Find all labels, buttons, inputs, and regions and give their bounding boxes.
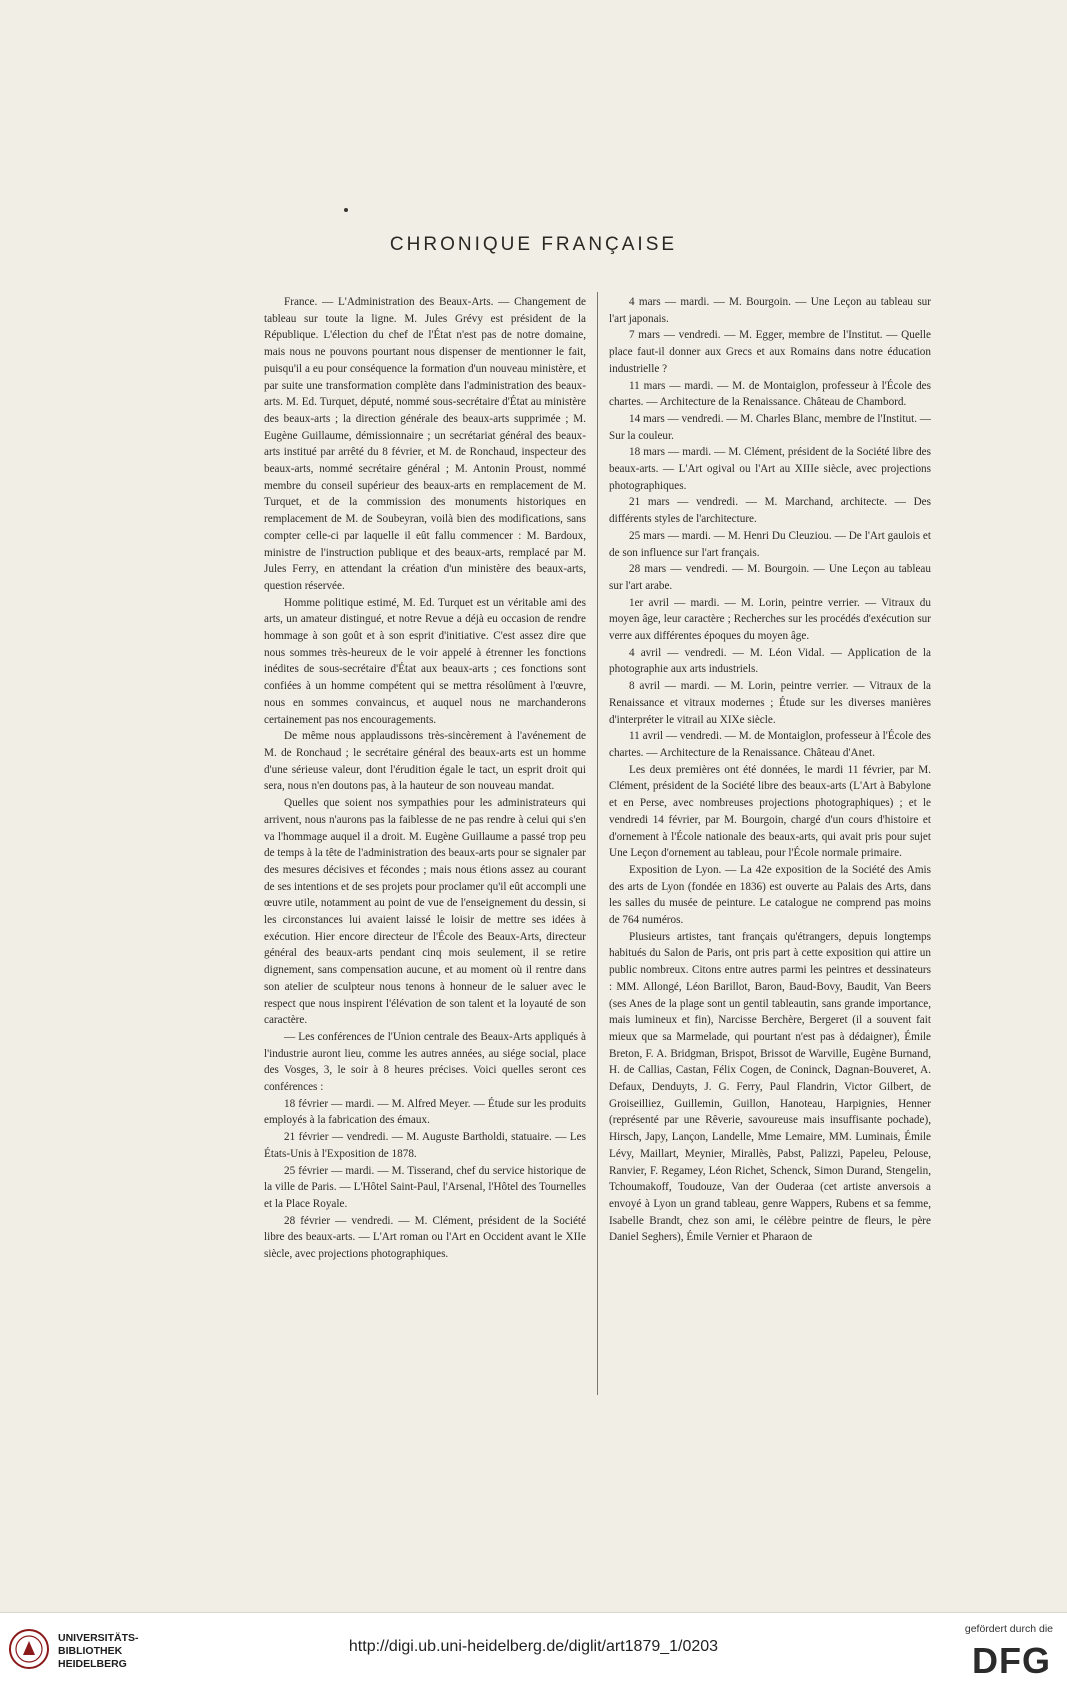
paragraph: 25 mars — mardi. — M. Henri Du Cleuziou. — De l'Art gaulois et de son influence sur l'art français. — [609, 529, 931, 559]
paragraph: 18 février — mardi. — M. Alfred Meyer. — Étude sur les produits employés à la fabrication des émaux. — [264, 1097, 586, 1127]
paragraph: 21 mars — vendredi. — M. Marchand, architecte. — Des différents styles de l'architecture. — [609, 496, 931, 526]
paragraph: 14 mars — vendredi. — M. Charles Blanc, membre de l'Institut. — Sur la couleur. — [609, 412, 931, 442]
viewer-footer — [0, 1612, 1067, 1692]
dfg-logo[interactable]: DFG — [972, 1640, 1051, 1681]
paragraph: 11 mars — mardi. — M. de Montaiglon, professeur à l'École des chartes. — Architecture de la Renaissance. Château de Chambord. — [609, 379, 931, 409]
paragraph: Homme politique estimé, M. Ed. Turquet est un véritable ami des arts, un amateur distingué, et notre Revue a déjà eu occasion de rendre hommage à son goût et à son esprit d'initiative. C'est assez dire que nous sommes très-heureux de le voir appelé à étrenner les fonctions inédites de sous-secrétaire d'État aux beaux-arts ; ces fonctions sont confiées à un homme compétent qui se mettra résolûment à l'œuvre, nous en sommes convaincus, et auquel nous ne marchanderons certainement pas nos encouragements. — [264, 596, 586, 726]
right-column — [609, 294, 931, 1384]
paragraph: — Les conférences de l'Union centrale des Beaux-Arts appliqués à l'industrie auront lieu, comme les autres années, au siége social, place des Vosges, 3, le soir à 8 heures précises. Voici quelles seront ces conférences : — [264, 1030, 586, 1094]
paragraph: 7 mars — vendredi. — M. Egger, membre de l'Institut. — Quelle place faut-il donner aux Grecs et aux Romains dans notre éducation industrielle ? — [609, 329, 931, 375]
university-name-line: HEIDELBERG — [58, 1658, 127, 1670]
paragraph: Les deux premières ont été données, le mardi 11 février, par M. Clément, président de la Société libre des beaux-arts (L'Art à Babylone et en Perse, avec nombreuses projections photographiques) ; et le vendredi 14 février, par M. Bourgoin, chargé d'un cours d'histoire et d'ornement à l'École nationale des beaux-arts, qui avait pris pour sujet Une Leçon d'ornement au tableau, pour l'École normale primaire. — [609, 763, 931, 860]
paragraph: 8 avril — mardi. — M. Lorin, peintre verrier. — Vitraux de la Renaissance et vitraux modernes ; Étude sur les diverses manières d'interpréter le vitrail au XIXe siècle. — [609, 680, 931, 726]
permalink-url[interactable]: http://digi.ub.uni-heidelberg.de/diglit/art1879_1/0203 — [348, 1638, 719, 1655]
paragraph: 18 mars — mardi. — M. Clément, président de la Société libre des beaux-arts. — L'Art ogival ou l'Art au XIIIe siècle, avec projections photographiques. — [609, 446, 931, 492]
paragraph: 28 février — vendredi. — M. Clément, président de la Société libre des beaux-arts. — L'Art roman ou l'Art en Occident avant le XIIe siècle, avec projections photographiques. — [264, 1214, 586, 1261]
university-name-line: BIBLIOTHEK — [58, 1645, 123, 1657]
paragraph: 25 février — mardi. — M. Tisserand, chef du service historique de la ville de Paris. — L'Hôtel Saint-Paul, l'Arsenal, l'Hôtel des Tournelles et la Place Royale. — [264, 1164, 586, 1210]
paragraph: 21 février — vendredi. — M. Auguste Bartholdi, statuaire. — Les États-Unis à l'Exposition de 1878. — [264, 1131, 586, 1160]
paragraph: 28 mars — vendredi. — M. Bourgoin. — Une Leçon au tableau sur l'art arabe. — [609, 563, 931, 592]
paragraph: Exposition de Lyon. — La 42e exposition de la Société des Amis des arts de Lyon (fondée en 1836) est ouverte au Palais des Arts, dans les salles du musée de peinture. Le catalogue ne comprend pas moins de 764 numéros. — [609, 863, 931, 927]
paragraph: De même nous applaudissons très-sincèrement à l'avénement de M. de Ronchaud ; le secrétaire général des beaux-arts est un homme d'une sérieuse valeur, dont l'érudition égale le tact, un esprit droit qui sera, nous n'en doutons pas, à la hauteur de son nouveau mandat. — [264, 730, 586, 793]
university-name-line: UNIVERSITÄTS- — [58, 1632, 139, 1644]
paragraph: France. — L'Administration des Beaux-Arts. — Changement de tableau sur toute la ligne. M. Jules Grévy est président de la République. L'élection du chef de l'État n'est pas de notre domaine, mais nous ne pouvons pourtant nous dispenser de mentionner le fait, puisqu'il a eu pour conséquence la formation d'un nouveau ministère, et par suite une transformation complète dans l'administration des beaux-arts. M. Ed. Turquet, député, nommé sous-secrétaire d'État au ministère des beaux-arts ; la direction générale des beaux-arts supprimée ; M. Eugène Guillaume, démissionnaire ; un secrétariat général des beaux-arts institué par arrêté du 8 février, et M. de Ronchaud, inspecteur des beaux-arts, nommé secrétaire général ; M. Antonin Proust, nommé membre du conseil supérieur des beaux-arts en remplacement de M. Turquet, et de la commission des monuments historiques en remplacement de M. de Soubeyran, voilà bien des modifications, sans compter celle-ci par laquelle il eût fallu commencer : M. Bardoux, ministre de l'instruction publique et des beaux-arts, remplacé par M. Jules Ferry, en attendant la création d'un ministère des beaux-arts, question réservée. — [264, 296, 586, 592]
left-column — [264, 294, 586, 1384]
paragraph: Plusieurs artistes, tant français qu'étrangers, depuis longtemps habitués du Salon de Paris, ont pris part à cette exposition qui attire un public nombreux. Citons entre autres parmi les peintres et dessinateurs : MM. Allongé, Léon Barillot, Baron, Baud-Bovy, Baudit, Van Beers (ses Anes de la plage sont un gentil tableautin, sans grande importance, mais lumineux et fin), Narcisse Berchère, Bergeret (il a souvent fait mieux que sa Marmelade, qui pourtant n'est pas à dédaigner), Émile Breton, F. A. Bridgman, Brispot, Brissot de Warville, Eugène Burnand, H. de Callias, Castan, Félix Cogen, de Coninck, Dagnan-Bouveret, A. Defaux, Denduyts, J. G. Ferry, Paul Flandrin, Victor Gilbert, de Groiseilliez, Guillemin, Guillon, Hanoteau, Harpignies, Henner (représenté par une Rêverie, savoureuse mais insuffisante pochade), Hirsch, Japy, Lançon, Landelle, Mme Lemaire, MM. Luminais, Émile Lévy, Maillart, Meynier, Mirallès, Pabst, Palizzi, Papeleu, Pelouse, Ranvier, F. Regamey, Léon Richet, Schenck, Simon Durand, Stengelin, Tchoumakoff, Toudouze, Van der Ouderaa (cet artiste anversois a envoyé à Lyon un grand tableau, genre Wappers, Rubens et sa femme, Isabelle Brandt, chez son ami, le célèbre peintre de fleurs, le père Daniel Seghers), Émile Vernier et Pharaon de — [609, 930, 931, 1244]
paragraph: Quelles que soient nos sympathies pour les administrateurs qui arrivent, nous n'aurons pas la faiblesse de ne pas rendre à celui qui s'en va l'hommage auquel il a droit. M. Eugène Guillaume a passé trop peu de temps à la tête de l'administration des beaux-arts pour se signaler par des mesures décisives et fécondes ; mais nous étions assez au courant de ses intentions et de ses projets pour proclamer qu'il eût accompli une œuvre utile, notamment au point de vue de l'enseignement du dessin, si les circonstances lui avaient laissé le loisir de mettre ses idées à exécution. Hier encore directeur de l'École des Beaux-Arts, directeur général des beaux-arts pendant cinq mois seulement, il se retire dignement, sans compensation aucune, et au moment où il rentre dans son atelier de sculpteur nous tenons à honneur de le saluer avec le respect que nous inspirent l'élévation de son talent et la loyauté de son caractère. — [264, 797, 586, 1027]
paragraph: 4 mars — mardi. — M. Bourgoin. — Une Leçon au tableau sur l'art japonais. — [609, 296, 931, 325]
printer-mark — [344, 208, 348, 212]
sponsor-caption: gefördert durch die — [964, 1623, 1053, 1635]
paragraph: 1er avril — mardi. — M. Lorin, peintre verrier. — Vitraux du moyen âge, leur caractère ; Recherches sur les procédés d'exécution sur verre aux différentes époques du moyen âge. — [609, 596, 931, 643]
page-title: CHRONIQUE FRANÇAISE — [389, 234, 678, 255]
paragraph: 11 avril — vendredi. — M. de Montaiglon, professeur à l'École des chartes. — Architecture de la Renaissance. Château d'Anet. — [609, 730, 931, 759]
paragraph: 4 avril — vendredi. — M. Léon Vidal. — Application de la photographie aux arts industriels. — [609, 646, 931, 676]
column-divider — [597, 292, 598, 1395]
